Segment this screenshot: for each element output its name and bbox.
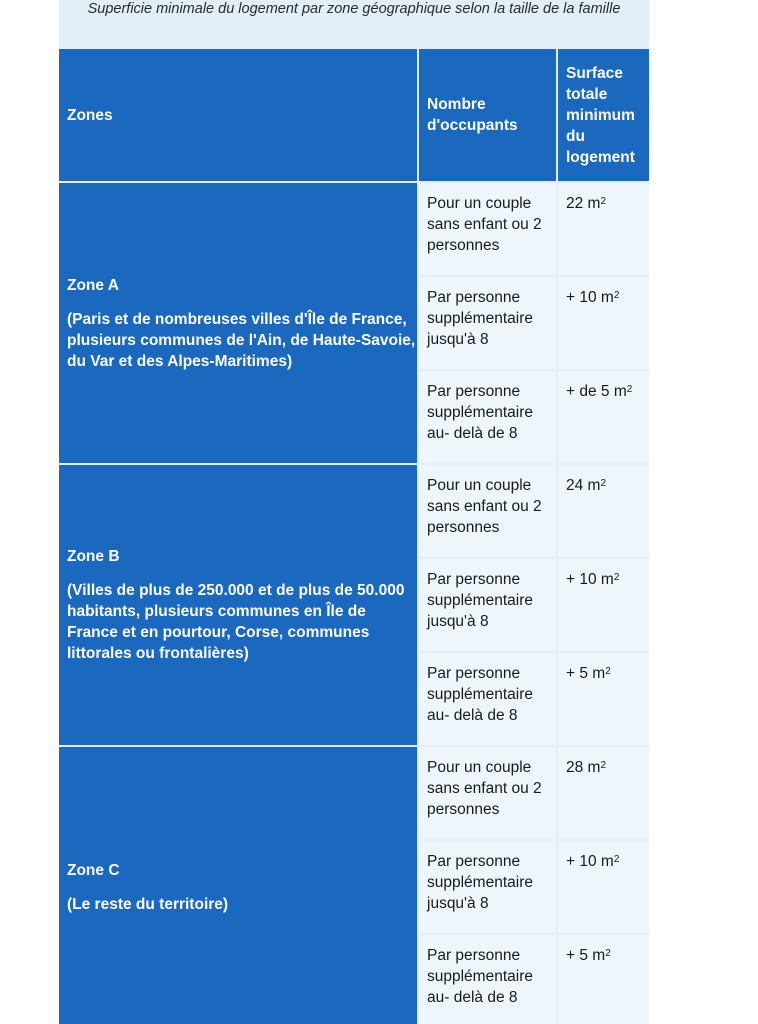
zone-name: Zone A: [67, 276, 119, 294]
header-occupants: [419, 49, 556, 181]
header-surface-label: Surface totale minimum du logement: [566, 64, 635, 166]
zone-name: Zone C: [67, 861, 120, 879]
table-caption: Superficie minimale du logement par zone géographique selon la taille de la famille: [87, 1, 621, 17]
surface-value: + 10 m: [566, 289, 614, 306]
surface-table: [59, 47, 649, 1024]
zone-description: (Paris et de nombreuses villes d'Île de France, plusieurs communes de l'Ain, de Haute-Savoie, du Var et des Alpes-Maritimes): [67, 310, 416, 370]
unit-exponent: 2: [605, 948, 611, 959]
surface-cell: [558, 653, 649, 745]
occupants-cell: Pour un couple sans enfant ou 2 personnes: [419, 183, 556, 275]
surface-cell: [558, 277, 649, 369]
unit-exponent: 2: [605, 666, 611, 677]
zone-c-cell: [59, 747, 417, 1024]
unit-exponent: 2: [613, 572, 620, 583]
surface-cell: [558, 935, 649, 1024]
surface-value: + 10 m: [566, 853, 614, 870]
table-container: [59, 0, 649, 1024]
zone-name: Zone B: [67, 548, 120, 565]
header-zones: Zones: [59, 49, 417, 181]
occupants-cell: Pour un couple sans enfant ou 2 personnes: [419, 747, 556, 839]
table-row: [59, 183, 649, 275]
surface-cell: [558, 747, 649, 839]
zone-a-cell: [59, 183, 417, 463]
surface-cell: [558, 183, 649, 275]
header-row: [59, 49, 649, 181]
occupants-cell: Par personne supplémentaire jusqu'à 8: [419, 559, 556, 651]
unit-exponent: 2: [626, 384, 633, 395]
surface-cell: [558, 841, 649, 933]
surface-cell: [558, 465, 649, 557]
zone-description: (Le reste du territoire): [67, 895, 229, 913]
zone-description: (Villes de plus de 250.000 et de plus de 50.000 habitants, plusieurs communes en Île de France et en pourtour, Corse, communes littorales ou frontalières): [67, 582, 405, 662]
occupants-cell: Par personne supplémentaire jusqu'à 8: [419, 277, 556, 369]
header-surface: [558, 49, 649, 181]
table-row: [59, 465, 649, 557]
surface-value: + 10 m: [566, 571, 614, 588]
surface-value: 24 m: [566, 477, 601, 494]
surface-value: + 5 m: [566, 947, 606, 964]
surface-value: + 5 m: [566, 665, 606, 682]
unit-exponent: 2: [613, 854, 620, 865]
surface-cell: [558, 559, 649, 651]
occupants-cell: Pour un couple sans enfant ou 2 personnes: [419, 465, 556, 557]
occupants-cell: Par personne supplémentaire au- delà de 8: [419, 371, 556, 463]
occupants-cell: Par personne supplémentaire jusqu'à 8: [419, 841, 556, 933]
table-row: [59, 747, 649, 839]
header-occupants-label: Nombre d'occupants: [427, 96, 518, 134]
unit-exponent: 2: [613, 290, 620, 301]
unit-exponent: 2: [600, 760, 607, 771]
surface-value: + de 5 m: [566, 383, 627, 400]
unit-exponent: 2: [600, 196, 607, 207]
surface-value: 22 m: [566, 195, 601, 212]
unit-exponent: 2: [600, 478, 607, 489]
zone-b-cell: [59, 465, 417, 745]
occupants-cell: Par personne supplémentaire au- delà de 8: [419, 653, 556, 745]
surface-value: 28 m: [566, 759, 601, 776]
occupants-cell: Par personne supplémentaire au- delà de 8: [419, 935, 556, 1024]
surface-cell: [558, 371, 649, 463]
